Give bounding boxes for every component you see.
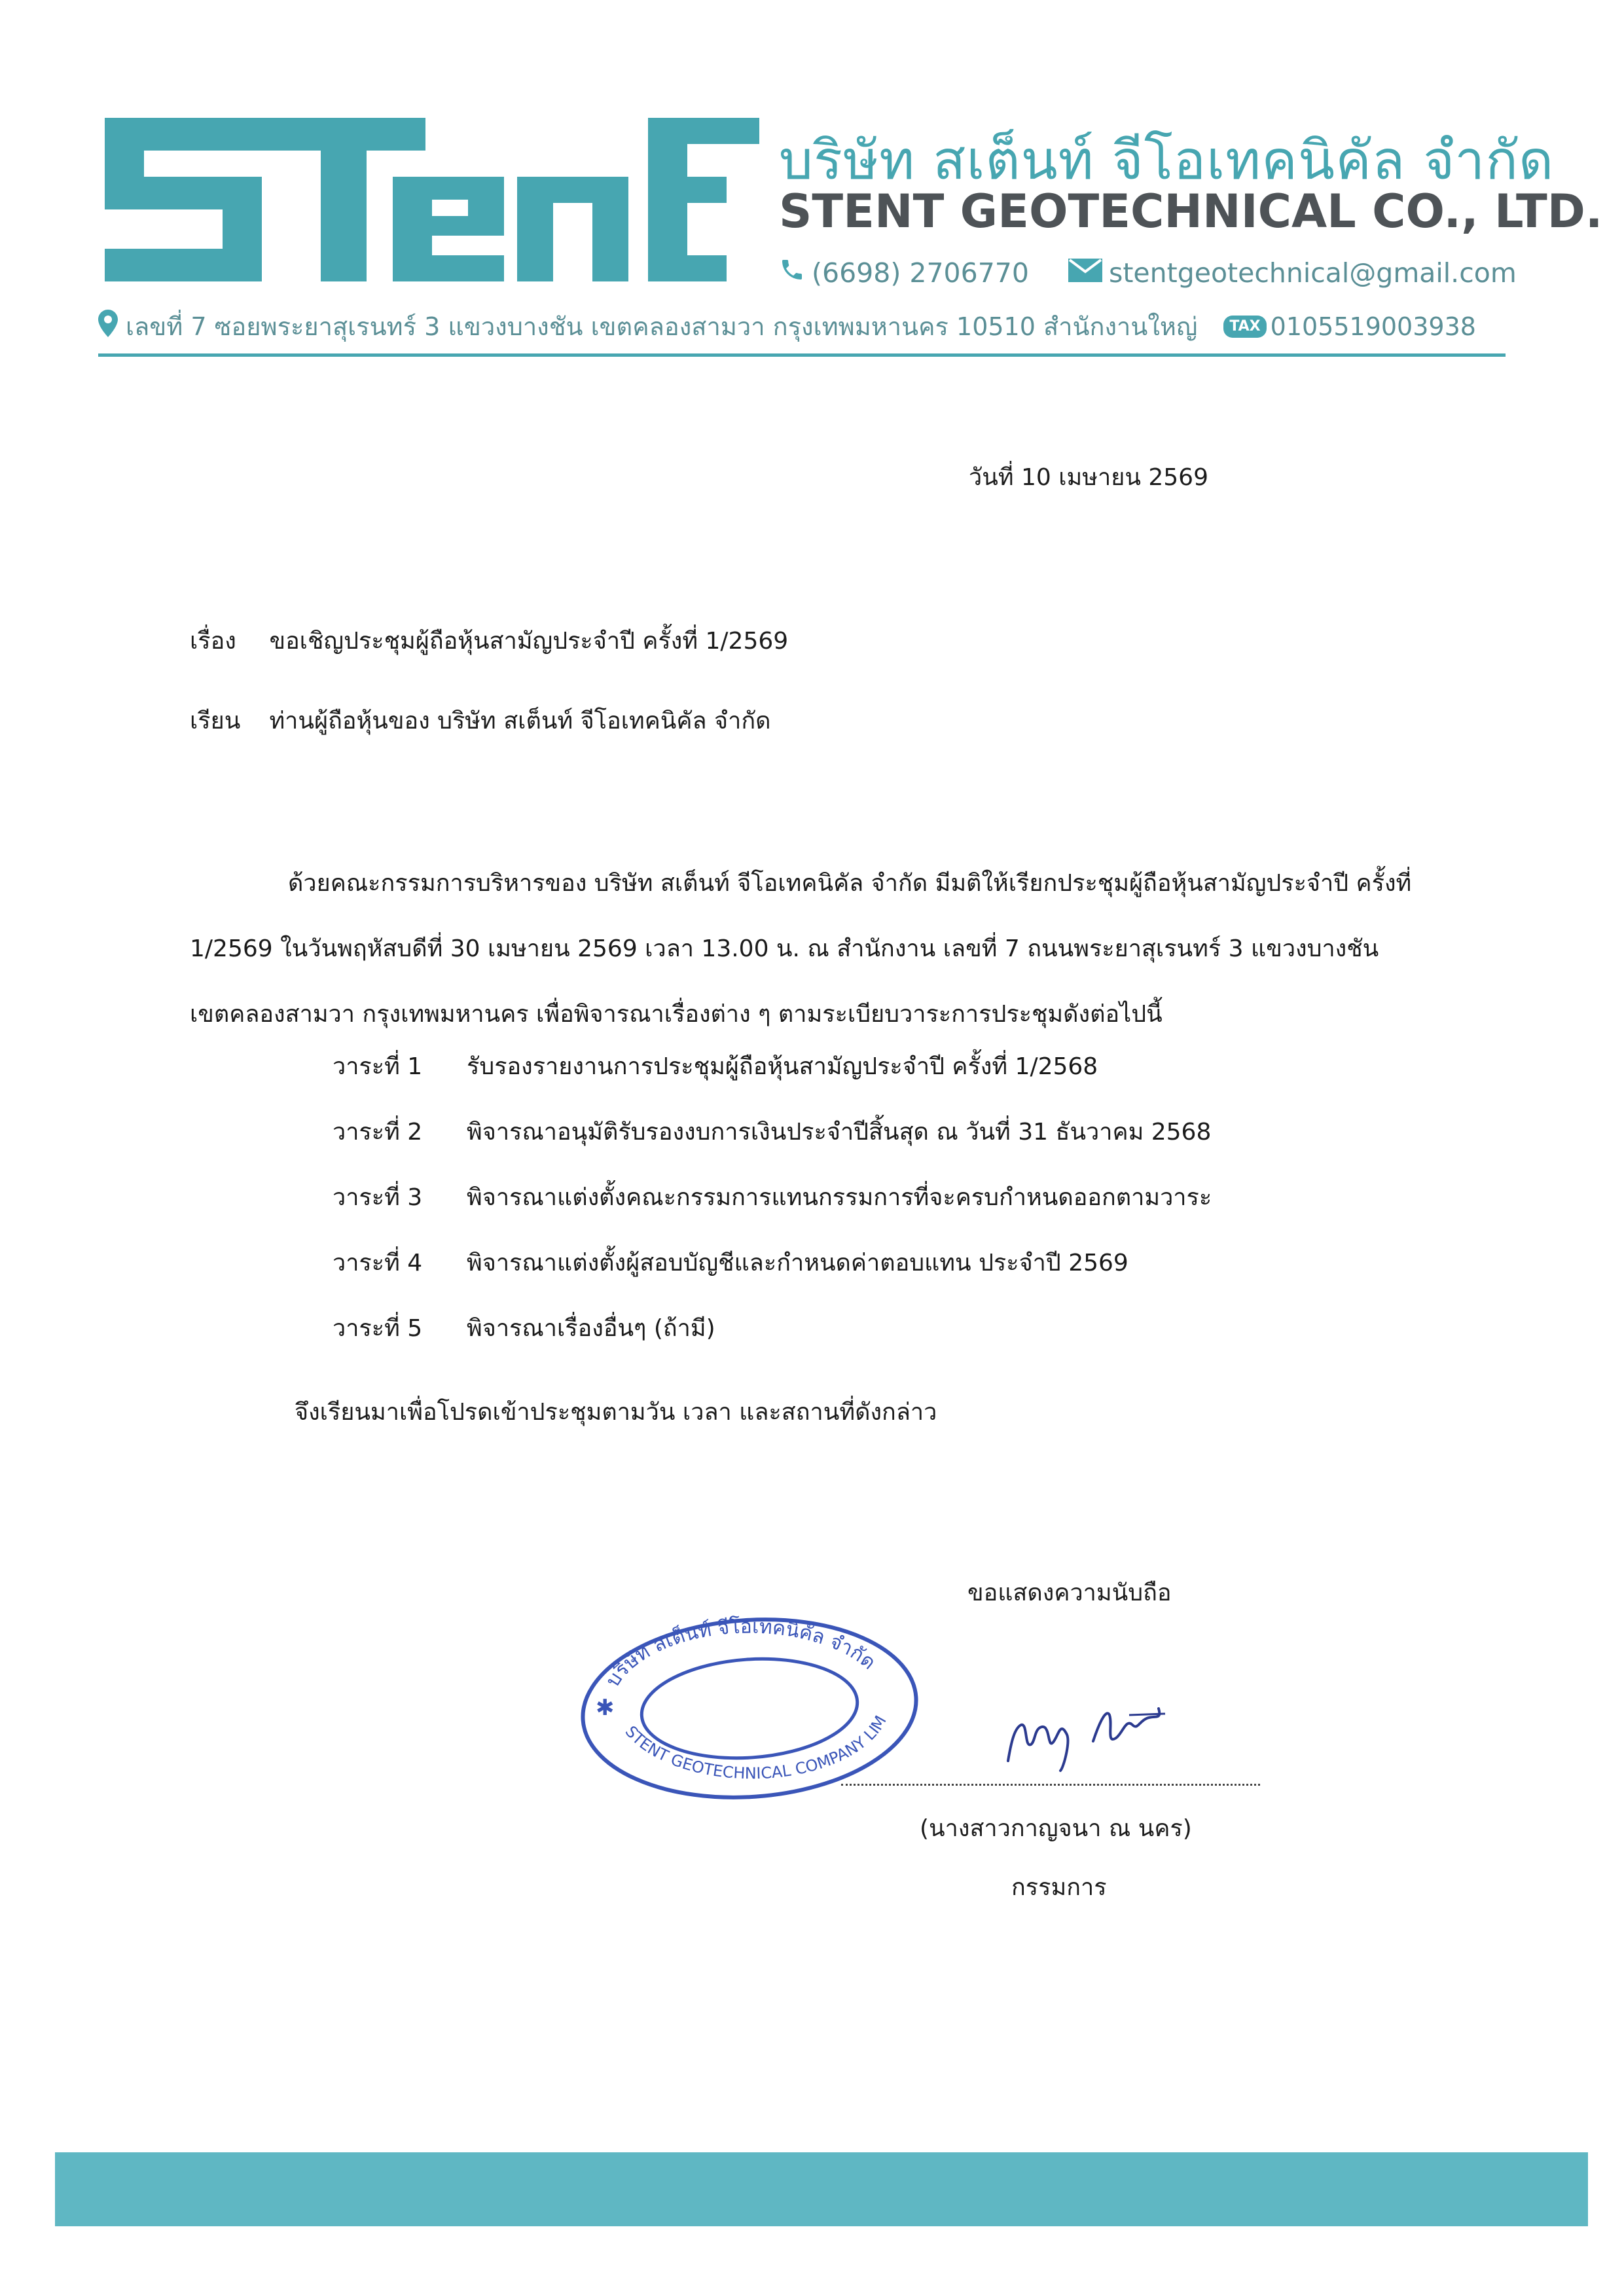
tax-badge: TAX (1223, 316, 1266, 338)
regards-text: ขอแสดงความนับถือ (967, 1580, 1172, 1606)
stamp-text-thai: บริษัท สเต็นท์ จีโอเทคนิคัล จำกัด (601, 1615, 880, 1691)
agenda-text: รับรองรายงานการประชุมผู้ถือหุ้นสามัญประจำปี ครั้งที่ 1/2568 (467, 1053, 1098, 1080)
company-name-english: STENT GEOTECHNICAL CO., LTD. (779, 185, 1603, 238)
company-name-thai: บริษัท สเต็นท์ จีโอเทคนิคัล จำกัด (779, 130, 1555, 192)
body-line-1: ด้วยคณะกรรมการบริหารของ บริษัท สเต็นท์ จีโอเทคนิคัล จำกัด มีมติให้เรียกประชุมผู้ถือหุ้นสามัญประจำปี ครั้งที่ (288, 870, 1412, 897)
subject-label: เรื่อง (190, 628, 236, 655)
company-stamp (573, 1610, 926, 1807)
agenda-number: วาระที่ 4 (333, 1250, 423, 1276)
closing-sentence: จึงเรียนมาเพื่อโปรดเข้าประชุมตามวัน เวลา และสถานที่ดังกล่าว (295, 1399, 937, 1426)
address-row (98, 306, 1476, 346)
stamp-text-english: STENT GEOTECHNICAL COMPANY LIM (621, 1712, 890, 1783)
company-logo (98, 105, 766, 295)
agenda-text: พิจารณาอนุมัติรับรองงบการเงินประจำปีสิ้นสุด ณ วันที่ 31 ธันวาคม 2568 (467, 1119, 1212, 1146)
handwritten-signature (995, 1689, 1191, 1774)
agenda-number: วาระที่ 5 (333, 1315, 423, 1342)
location-pin-icon (98, 310, 118, 343)
agenda-number: วาระที่ 2 (333, 1119, 423, 1146)
signer-position: กรรมการ (1011, 1874, 1107, 1901)
recipient-text: ท่านผู้ถือหุ้นของ บริษัท สเต็นท์ จีโอเทคนิคัล จำกัด (269, 708, 771, 734)
company-address: เลขที่ 7 ซอยพระยาสุเรนทร์ 3 แขวงบางชัน เขตคลองสามวา กรุงเทพมหานคร 10510 สำนักงานใหญ่ (126, 312, 1198, 341)
signature-line (841, 1784, 1260, 1786)
agenda-text: พิจารณาเรื่องอื่นๆ (ถ้ามี) (467, 1315, 715, 1342)
body-paragraph (190, 851, 1420, 1047)
stamp-star-icon: ✱ (596, 1695, 615, 1721)
body-line-2: 1/2569 ในวันพฤหัสบดีที่ 30 เมษายน 2569 เวลา 13.00 น. ณ สำนักงาน เลขที่ 7 ถนนพระยาสุเรนทร์ 3 แขวงบางชัน (190, 935, 1379, 962)
agenda-item (333, 1047, 1098, 1085)
tax-id: 0105519003938 (1270, 312, 1476, 341)
subject-line (190, 627, 788, 655)
agenda-item (333, 1309, 715, 1346)
email-address: stentgeotechnical@gmail.com (1108, 257, 1517, 289)
email-icon (1068, 257, 1102, 289)
letterhead-divider (98, 353, 1506, 357)
footer-bar (55, 2152, 1588, 2226)
phone-icon (779, 257, 805, 289)
recipient-line (190, 707, 771, 735)
recipient-label: เรียน (190, 708, 241, 734)
body-line-3: เขตคลองสามวา กรุงเทพมหานคร เพื่อพิจารณาเรื่องต่าง ๆ ตามระเบียบวาระการประชุมดังต่อไปนี้ (190, 1001, 1163, 1028)
agenda-item (333, 1178, 1212, 1216)
contact-row (779, 257, 1517, 289)
signer-name: (นางสาวกาญจนา ณ นคร) (920, 1815, 1192, 1842)
agenda-number: วาระที่ 1 (333, 1053, 423, 1080)
agenda-text: พิจารณาแต่งตั้งผู้สอบบัญชีและกำหนดค่าตอบแทน ประจำปี 2569 (467, 1250, 1128, 1276)
subject-text: ขอเชิญประชุมผู้ถือหุ้นสามัญประจำปี ครั้งที่ 1/2569 (269, 628, 789, 655)
phone-number: (6698) 2706770 (812, 257, 1029, 289)
agenda-item (333, 1113, 1211, 1150)
stent-logo-graphic (98, 105, 766, 295)
agenda-text: พิจารณาแต่งตั้งคณะกรรมการแทนกรรมการที่จะครบกำหนดออกตามวาระ (467, 1184, 1212, 1211)
agenda-number: วาระที่ 3 (333, 1184, 423, 1211)
agenda-item (333, 1244, 1128, 1281)
letter-date: วันที่ 10 เมษายน 2569 (969, 464, 1208, 491)
